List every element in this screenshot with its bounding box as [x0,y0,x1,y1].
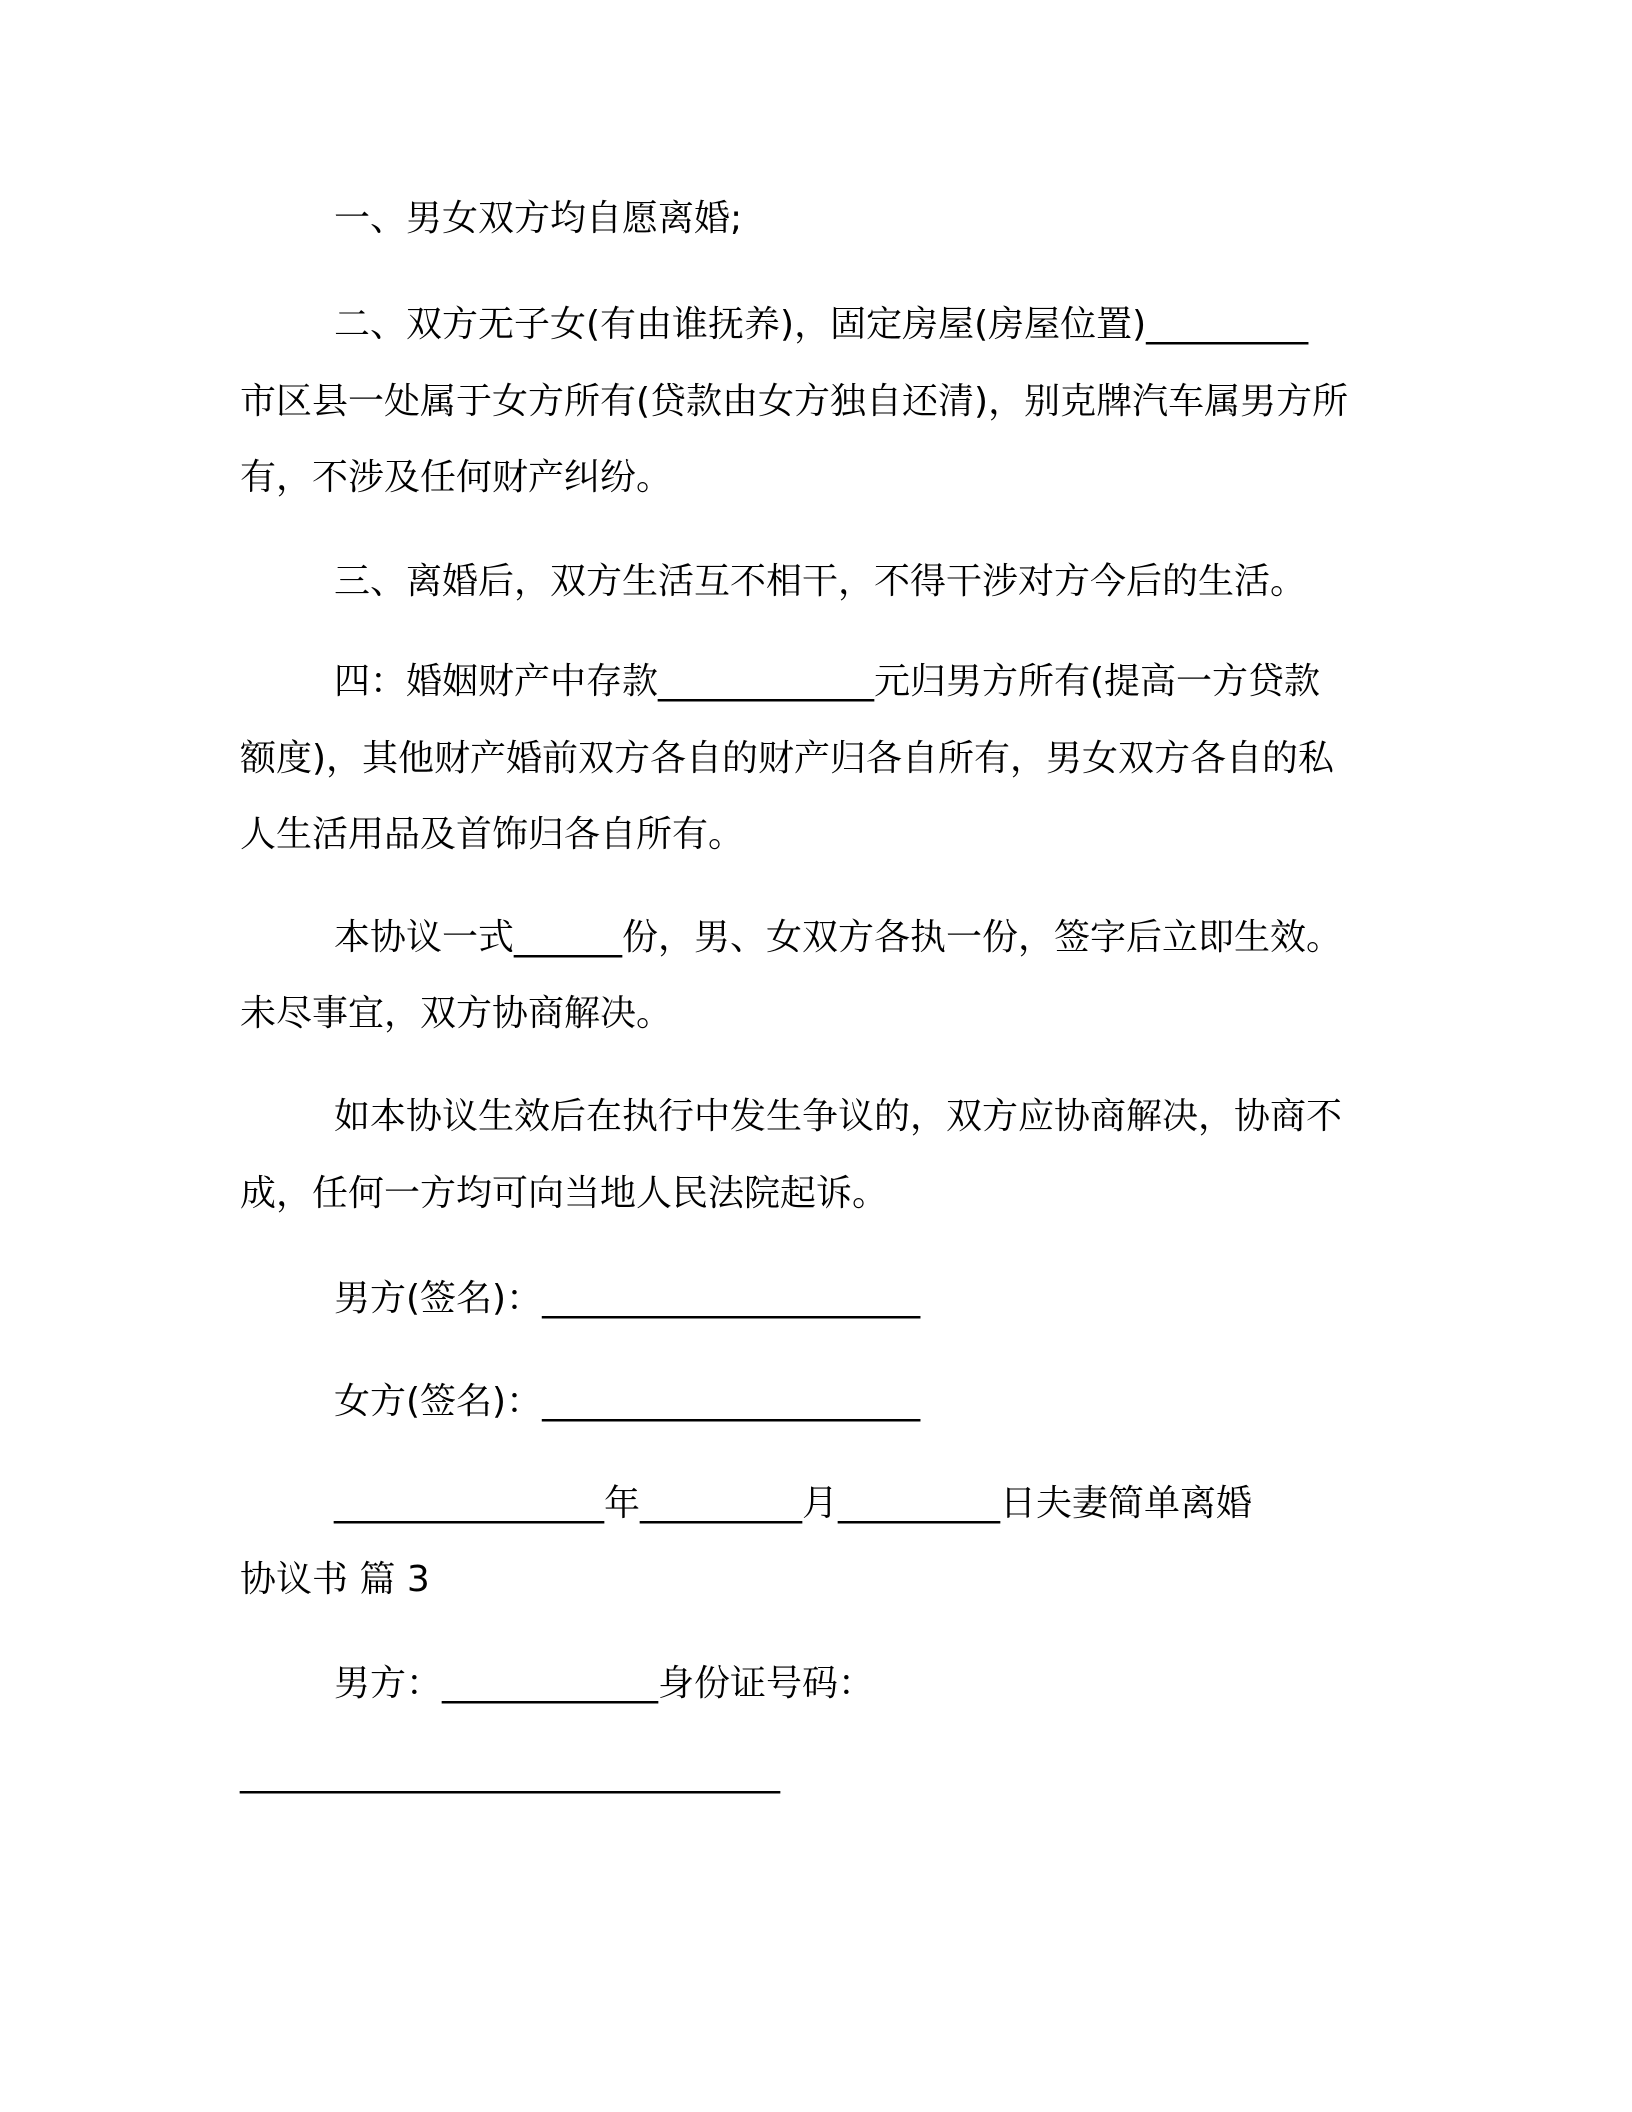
clause-1-line: 一、男女双方均自愿离婚; [334,198,743,239]
dispute-line-2: 成，任何一方均可向当地人民法院起诉。 [240,1173,889,1214]
copies-line-2: 未尽事宜，双方协商解决。 [240,993,673,1034]
clause-4-line-2: 额度)，其他财产婚前双方各自的财产归各自所有，男女双方各自的私 [240,738,1335,779]
clause-4-line-3: 人生活用品及首饰归各自所有。 [240,814,745,855]
dispute-line-1: 如本协议生效后在执行中发生争议的，双方应协商解决，协商不 [334,1096,1343,1137]
male-signature-line: 男方(签名)：_____________________ [334,1278,921,1319]
clause-2-line-3: 有，不涉及任何财产纠纷。 [240,457,673,498]
female-signature-line: 女方(签名)：_____________________ [334,1381,921,1422]
clause-2-line-1: 二、双方无子女(有由谁抚养)，固定房屋(房屋位置)_________ [334,304,1309,345]
clause-4-line-1: 四：婚姻财产中存款____________元归男方所有(提高一方贷款 [334,661,1321,702]
male-id-line: 男方：____________身份证号码： [334,1663,875,1704]
copies-line-1: 本协议一式______份，男、女双方各执一份，签字后立即生效。 [334,917,1343,958]
id-blank-line: ______________________________ [240,1753,780,1794]
section-title-line: 协议书 篇 3 [240,1559,430,1600]
date-line: _______________年_________月_________日夫妻简单离婚 [334,1483,1253,1524]
clause-2-line-2: 市区县一处属于女方所有(贷款由女方独自还清)，别克牌汽车属男方所 [240,381,1349,422]
clause-3-line: 三、离婚后，双方生活互不相干，不得干涉对方今后的生活。 [334,561,1307,602]
